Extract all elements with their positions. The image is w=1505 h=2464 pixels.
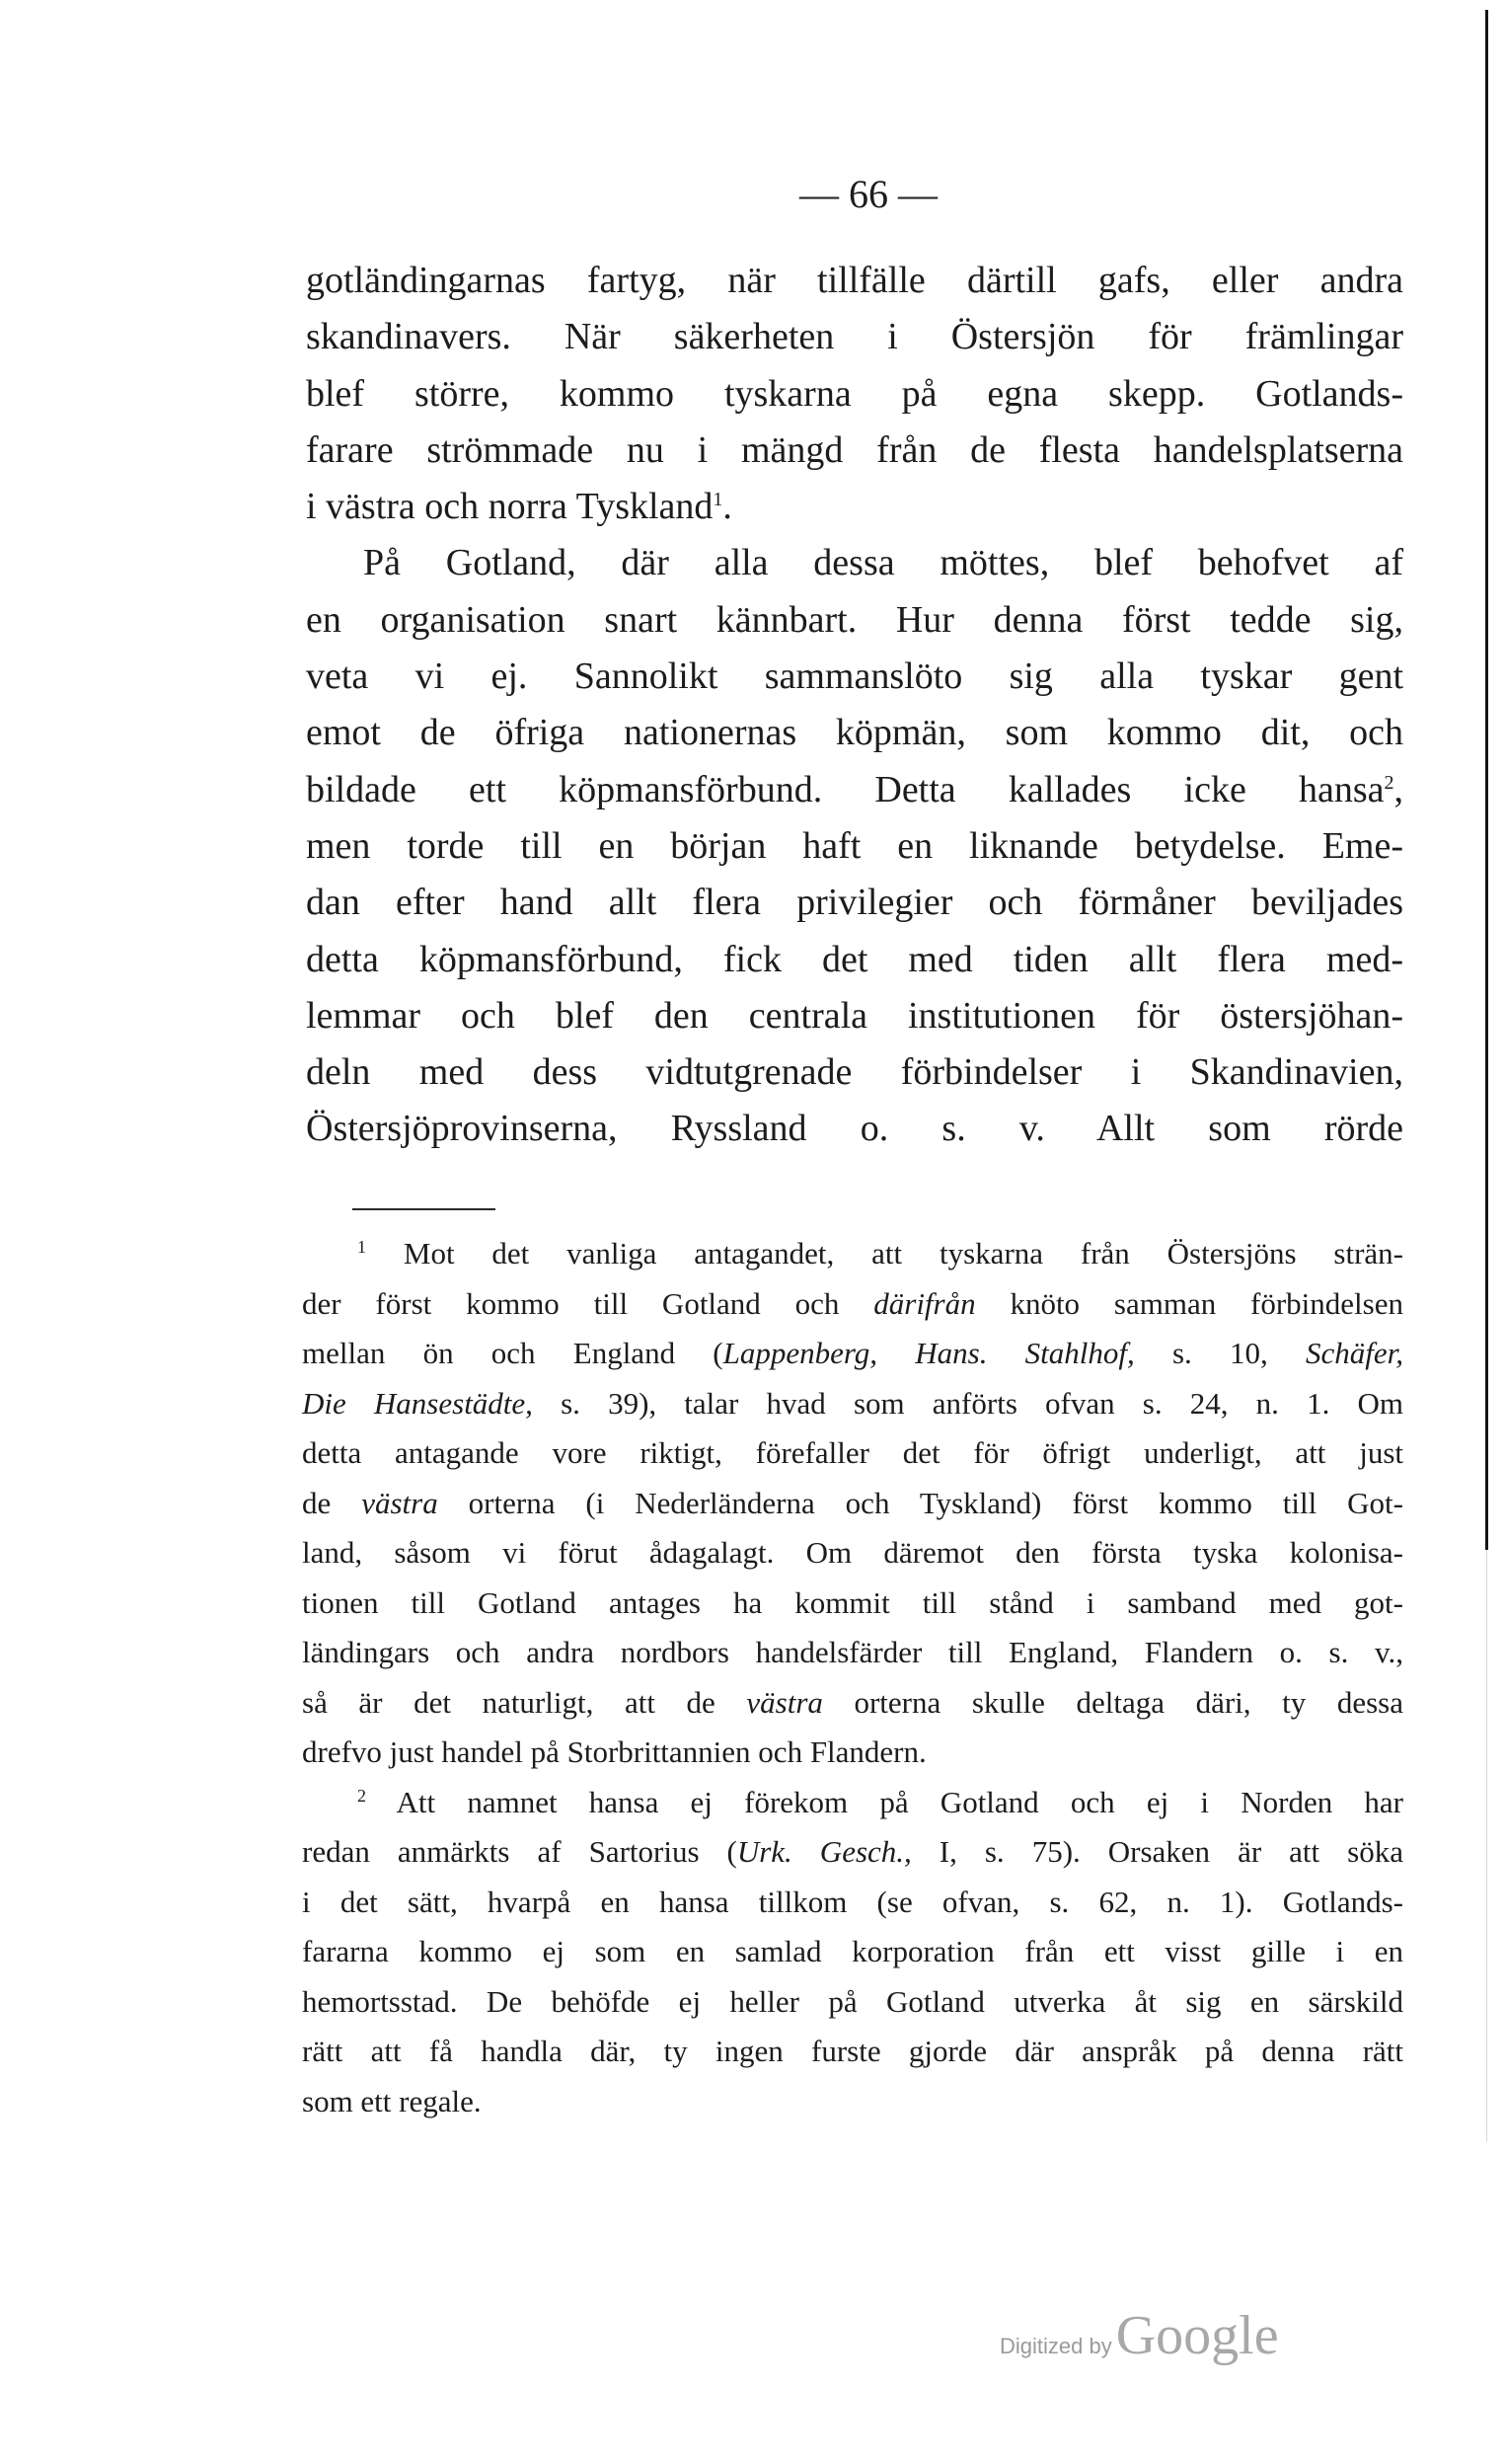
footnote-1-marker: 1 [357,1237,366,1257]
footnote-1-line: ländingars och andra nordbors handelsfärder till England, Flandern o. s. v., [302,1635,1403,1669]
text-line: skandinavers. När säkerheten i Östersjön för främlingar [306,316,1403,358]
watermark-prefix: Digitized by [1000,2334,1112,2358]
italic-term: västra [746,1684,823,1720]
page-edge-line [1485,10,1488,1550]
text-line: men torde till en början haft en liknande betydelse. Eme- [306,824,1403,867]
text-fragment: orterna (i Nederländerna och Tyskland) först kommo till Got- [437,1485,1403,1520]
text-fragment: s. 10, [1134,1336,1306,1370]
footnote-1-line [302,1379,1403,1429]
text-line: emot de öfriga nationernas köpmän, som kommo dit, och [306,712,1403,754]
footnote-1-line [302,1229,1403,1279]
page-edge-shadow [1486,1550,1487,2142]
text-fragment: de [302,1485,362,1520]
footnote-2-line: som ett regale. [302,2083,482,2118]
text-fragment: I, s. 75). Orsaken är att söka [911,1834,1403,1869]
text-fragment: s. 39), talar hvad som anförts ofvan s. 24, n. 1. Om [532,1385,1403,1421]
footnote-1-line [302,1479,1403,1529]
footnote-separator [352,1208,495,1210]
footnotes [302,1229,1403,2126]
footnote-2-line: rätt att få handla där, ty ingen furste gjorde där anspråk på denna rätt [302,2034,1403,2068]
text-line: en organisation snart kännbart. Hur denna först tedde sig, [306,598,1403,641]
text-line [306,479,1403,535]
footnote-ref-2[interactable]: 2 [1384,771,1394,794]
text-line-paragraph-start: På Gotland, där alla dessa möttes, blef behofvet af [363,542,1403,584]
text-fragment: bildade ett köpmansförbund. Detta kallades icke hansa [306,768,1385,810]
footnote-2-marker: 2 [357,1785,366,1806]
footnote-2-line: i det sätt, hvarpå en hansa tillkom (se ofvan, s. 62, n. 1). Gotlands- [302,1884,1403,1919]
footnote-1-line: tionen till Gotland antages ha kommit till stånd i samband med got- [302,1584,1403,1620]
text-fragment: . [722,486,732,528]
text-fragment: så är det naturligt, att de [302,1684,747,1720]
text-line: detta köpmansförbund, fick det med tiden allt flera med- [306,938,1403,980]
text-line: lemmar och blef den centrala institutionen för östersjöhan- [306,994,1403,1037]
google-logo: Google [1115,2305,1279,2366]
footnote-1-line: detta antagande vore riktigt, förefaller det för öfrigt underligt, att just [302,1435,1403,1470]
footnote-2-line: fararna kommo ej som en samlad korporation från ett visst gille i en [302,1934,1403,1968]
footnote-1-line: land, såsom vi förut ådagalagt. Om däremot den första tyska kolonisa- [302,1535,1403,1570]
citation-title: Stahlhof, [1024,1336,1135,1370]
footnote-2-line: hemortsstad. De behöfde ej heller på Gotland utverka åt sig en särskild [302,1983,1403,2019]
text-fragment: mellan ön och England ( [302,1336,723,1370]
text-line: dan efter hand allt flera privilegier och förmåner beviljades [306,882,1403,924]
main-text [306,253,1403,1158]
text-line: farare strömmade nu i mängd från de flesta handelsplatserna [306,428,1403,471]
text-fragment: Mot det vanliga antagandet, att tyskarna från Östersjöns strän- [403,1236,1404,1270]
text-line: blef större, kommo tyskarna på egna skepp. Gotlands- [306,372,1403,415]
citation-title: Urk. Gesch., [736,1834,912,1869]
digitization-watermark [1000,2304,1279,2367]
footnote-2-line [302,1827,1403,1878]
footnote-2-line [302,1778,1403,1828]
text-line: deln med dess vidtutgrenade förbindelser i Skandinavien, [306,1051,1403,1094]
footnote-ref-1[interactable]: 1 [713,489,723,511]
footnote-1-line [302,1279,1403,1330]
text-line: gotländingarnas fartyg, när tillfälle därtill gafs, eller andra [306,260,1403,301]
text-fragment: , [1393,768,1403,810]
text-fragment: i västra och norra Tyskland [306,486,714,528]
text-fragment [987,1336,1024,1370]
text-line: veta vi ej. Sannolikt sammanslöto sig alla tyskar gent [306,655,1403,698]
text-fragment: Att namnet hansa ej förekom på Gotland och ej i Norden har [396,1784,1403,1819]
italic-term: västra [361,1485,438,1520]
footnote-1-line [302,1329,1403,1379]
italic-term: därifrån [873,1285,976,1321]
citation-author: Schäfer, [1305,1336,1403,1370]
text-fragment: orterna skulle deltaga däri, ty dessa [822,1684,1403,1720]
citation-author: Lappenberg, Hans. [722,1336,988,1370]
text-line: Östersjöprovinserna, Ryssland o. s. v. Allt som rörde [306,1108,1403,1150]
footnote-1-line [302,1678,1403,1729]
text-line [306,762,1403,818]
text-fragment: der först kommo till Gotland och [302,1285,874,1321]
text-fragment: knöto samman förbindelsen [975,1285,1403,1321]
footnote-1-line: drefvo just handel på Storbrittannien och Flandern. [302,1734,927,1769]
text-fragment: redan anmärkts af Sartorius ( [302,1834,737,1869]
page-number: — 66 — [799,172,938,216]
citation-title: Die Hansestädte, [302,1385,533,1421]
